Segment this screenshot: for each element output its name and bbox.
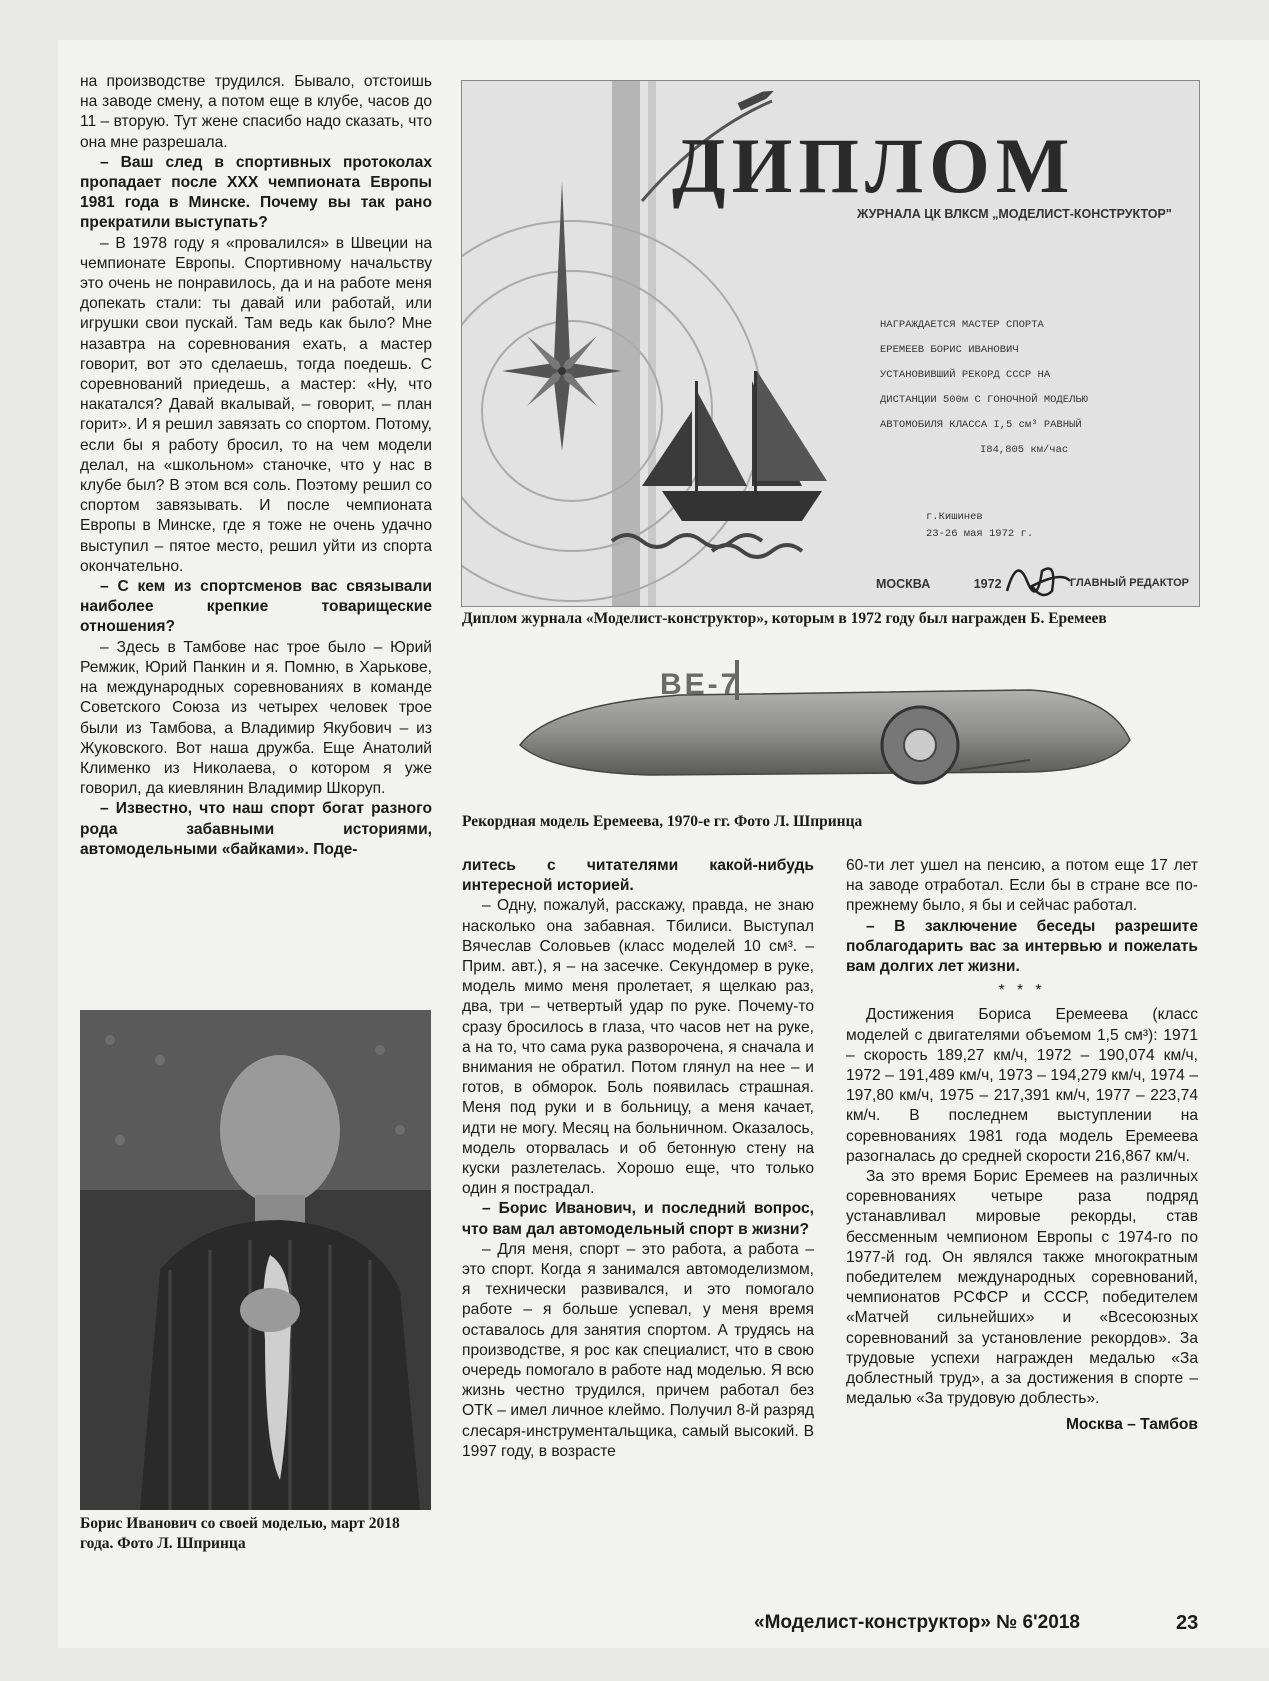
diploma-line: ЕРЕМЕЕВ БОРИС ИВАНОВИЧ <box>880 344 1019 356</box>
diploma-year: 1972 <box>973 577 1002 591</box>
portrait-drawing <box>80 1010 431 1510</box>
question-paragraph: – В заключение беседы разрешите поблагодарить вас за интервью и пожелать вам долгих лет жизни. <box>846 917 1198 976</box>
portrait-photo <box>80 1010 431 1510</box>
car-model-drawing <box>510 660 1140 800</box>
answer-paragraph: За это время Борис Еремеев на различных соревнованиях четыре раза подряд устанавливал мировые рекорды, став бессменным чемпионом Европы с 1974-го по 1977-й год. Он являлся также многократным победителем международных соревнований, чемпионатов РСФСР и СССР, победителем «Матчей сильнейших» и «Всесоюзных соревнований за установление рекордов». За трудовые успехи награжден медалью «За доблестный труд», а за достижения в спорте – медалью «За трудовую доблесть». <box>846 1168 1198 1408</box>
answer-paragraph: Достижения Бориса Еремеева (класс моделей с двигателями объемом 1,5 см³): 1971 – скорость 189,27 км/ч, 1972 – 190,074 км/ч, 1972 – 191,489 км/ч, 1973 – 194,279 км/ч, 1974 – 197,80 км/ч, 1975 – 217,391 км/ч, 1977 – 223,74 км/ч. В последнем выступлении на соревнованиях 1981 года модель Еремеева разогналась до средней скорости 216,867 км/ч. <box>846 1006 1198 1165</box>
answer-paragraph: на производстве трудился. Бывало, отстоишь на заводе смену, а потом еще в клубе, часов до 11 – вторую. Тут жене спасибо надо сказать, что она мне разрешала. <box>80 73 432 151</box>
footer-magazine: «Моделист-конструктор» № 6'2018 <box>754 1612 1080 1633</box>
diploma-line: ДИСТАНЦИИ 500м С ГОНОЧНОЙ МОДЕЛЬЮ <box>880 394 1088 406</box>
page-number: 23 <box>1176 1612 1199 1634</box>
diploma-caption: Диплом журнала «Моделист-конструктор», которым в 1972 году был награжден Б. Еремеев <box>462 610 1107 627</box>
diploma-city: г.Кишинев <box>926 511 983 523</box>
diploma-subtitle: ЖУРНАЛА ЦК ВЛКСМ „МОДЕЛИСТ-КОНСТРУКТОР" <box>857 207 1172 221</box>
diploma-bottom-city: МОСКВА <box>876 577 931 591</box>
signature-icon <box>1002 551 1072 606</box>
diploma-line: НАГРАЖДАЕТСЯ МАСТЕР СПОРТА <box>880 319 1044 331</box>
question-paragraph: – Ваш след в спортивных протоколах пропадает после XXX чемпионата Европы 1981 года в Минске. Почему вы так рано прекратили выступать? <box>80 153 432 232</box>
answer-paragraph: 60-ти лет ушел на пенсию, а потом еще 17 лет на заводе отработал. Если бы в стране все по-прежнему было, я бы и сейчас работал. <box>846 857 1198 915</box>
diploma-text <box>880 313 1088 463</box>
diploma-place-date <box>926 509 1033 543</box>
column-1 <box>80 72 432 860</box>
question-paragraph: – Борис Иванович, и последний вопрос, что вам дал автомодельный спорт в жизни? <box>462 1200 814 1238</box>
section-divider: * * * <box>998 982 1046 1000</box>
signature-location: Москва – Тамбов <box>1065 1416 1198 1434</box>
diploma-bottom <box>876 577 1002 591</box>
car-number: ВЕ-7 <box>660 668 741 701</box>
answer-paragraph: – Одну, пожалуй, расскажу, правда, не знаю насколько она забавная. Тбилиси. Выступал Вячеслав Соловьев (класс моделей 10 см³. – Прим. авт.), я – на засечке. Секундомер в руке, модель мимо меня пролетает, я щелкаю раз, два, три – четвертый удар по руке. Почему-то сразу бросилось в глаза, что часов нет на руке, а на то, что сама рука разворочена, я сначала и внимания не обратил. Потом глянул на нее – и готов, в обморок. Боль появилась страшная. Меня под руки и в больницу, а меня качает, идти не могу. Месяц на больничном. Оказалось, модель оторвалась и об бетонную стену на куски разлетелась. Хорошо еще, что только один я пострадал. <box>462 897 814 1198</box>
diploma-date: 23-26 мая 1972 г. <box>926 528 1034 540</box>
diploma-line: УСТАНОВИВШИЙ РЕКОРД СССР НА <box>880 369 1051 381</box>
diploma-image <box>461 80 1200 607</box>
answer-paragraph: – В 1978 году я «провалился» в Швеции на чемпионате Европы. Спортивному начальству это очень не понравилось, да и на работе меня допекать стали: ты давай или работай, или игрушки свои пускай. Там ведь как было? Мне назавтра на соревнования ехать, а мастер говорит, вот это сделаешь, тогда поедешь. С соревнований приедешь, а мастер: «Ну, что накатался? Давай вкалывай, – говорит, – план горит». И я решил завязать со спортом. Потому, если бы я работу бросил, то на чем модели делал, на «школьном» станочке, что у нас в клубе был? В этом вся соль. Поэтому решил со спортом завязывать. И после чемпионата Европы в Минске, где я тоже не очень удачно выступил – пятое место, решил уйти из спорта окончательно. <box>80 234 432 575</box>
question-paragraph: литесь с читателями какой-нибудь интересной историей. <box>462 857 814 895</box>
question-paragraph: – С кем из спортсменов вас связывали наиболее крепкие товарищеские отношения? <box>80 578 432 636</box>
car-model-image <box>510 660 1140 800</box>
portrait-caption: Борис Иванович со своей моделью, март 2018 года. Фото Л. Шпринца <box>80 1515 400 1552</box>
column-3 <box>846 856 1198 1436</box>
diploma-title: ДИПЛОМ <box>672 122 1076 209</box>
answer-paragraph: – Здесь в Тамбове нас трое было – Юрий Ремжик, Юрий Панкин и я. Помню, в Харькове, на международных соревнованиях в команде Советского Союза из четырех человек трое были из Тамбова, а Владимир Якубович – из Жуковского. Вот наша дружба. Еще Анатолий Клименко из Николаева, о котором я уже говорил, да киевлянин Владимир Шкоруп. <box>80 638 432 798</box>
car-caption: Рекордная модель Еремеева, 1970-е гг. Фото Л. Шпринца <box>462 813 863 830</box>
answer-paragraph: – Для меня, спорт – это работа, а работа – это спорт. Когда я занимался автомоделизмом, я технически развивался, и это помогало работе – я больше успевал, у меня время оставалось для занятия спортом. А трудясь на производстве, я рос как специалист, что в свою очередь помогало в работе над моделью. Я всю жизнь честно трудился, причем работал без ОТК – имел личное клеймо. Получил 8-й разряд слесаря-инструментальщика, самый высокий. В 1997 году, в возрасте <box>462 1240 814 1460</box>
question-paragraph: – Известно, что наш спорт богат разного рода забавными историями, автомодельными «байками». Поде- <box>80 800 432 858</box>
column-2 <box>462 856 814 1462</box>
diploma-editor: ГЛАВНЫЙ РЕДАКТОР <box>1070 577 1190 589</box>
diploma-line: АВТОМОБИЛЯ КЛАССА I,5 см³ РАВНЫЙ <box>880 419 1082 431</box>
diploma-line: I84,805 км/час <box>980 444 1069 456</box>
